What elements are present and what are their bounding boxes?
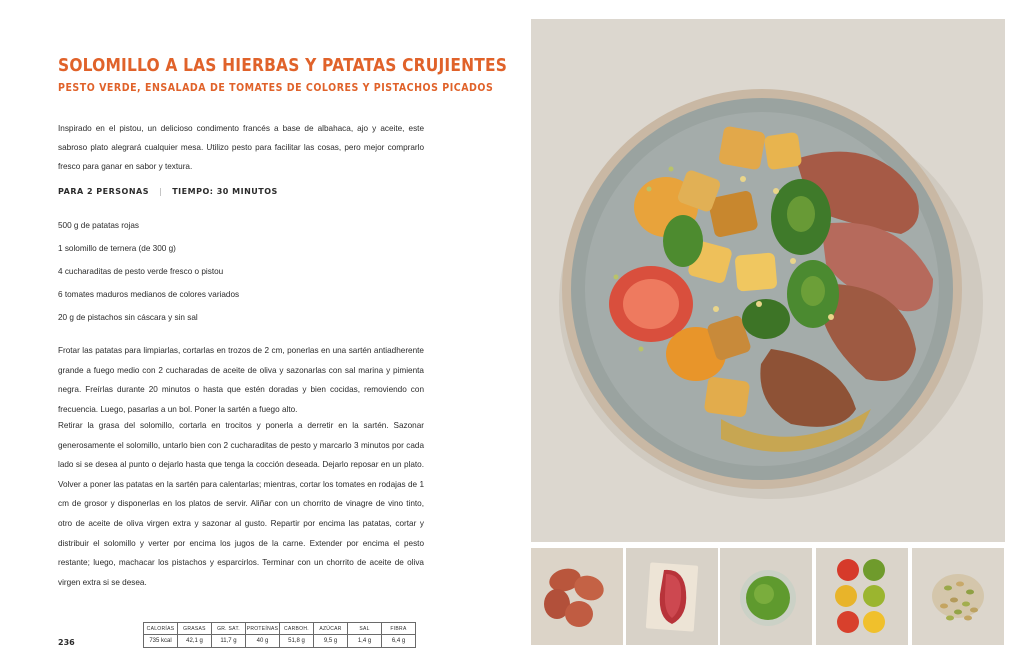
nutrition-value: 11,7 g	[212, 635, 246, 648]
nutrition-value: 9,5 g	[314, 635, 348, 648]
ingredient-list	[58, 216, 239, 331]
servings-label: PARA 2 PERSONAS	[58, 187, 150, 196]
nutrition-header: GRASAS	[178, 623, 212, 635]
nutrition-header-row	[144, 623, 416, 635]
beef-photo	[626, 548, 718, 645]
nutrition-header: PROTEÍNAS	[246, 623, 280, 635]
nutrition-value: 735 kcal	[144, 635, 178, 648]
recipe-subtitle: PESTO VERDE, ENSALADA DE TOMATES DE COLORES Y PISTACHOS PICADOS	[58, 81, 494, 94]
ingredient-item: 6 tomates maduros medianos de colores variados	[58, 290, 240, 299]
nutrition-table	[143, 622, 416, 648]
page-number: 236	[58, 638, 75, 647]
recipe-meta	[58, 187, 278, 196]
nutrition-value: 51,8 g	[280, 635, 314, 648]
nutrition-value: 1,4 g	[348, 635, 382, 648]
time-label: TIEMPO: 30 MINUTOS	[172, 187, 278, 196]
pesto-photo	[720, 548, 812, 645]
method-step-1: Frotar las patatas para limpiarlas, cortarlas en trozos de 2 cm, ponerlas en una sartén antiadherente grande a fuego medio con 2 cucharadas de aceite de oliva y sazonarlas con sal marina y pimienta negra. Freírlas durante 20 minutos o hasta que estén doradas y bien cocidas, removiendo con frecuencia. Luego, pasarlas a un bol. Poner la sartén a fuego alto.	[58, 346, 424, 414]
recipe-title: SOLOMILLO A LAS HIERBAS Y PATATAS CRUJIENTES	[58, 55, 508, 76]
pistachios-photo	[912, 548, 1004, 645]
recipe-intro: Inspirado en el pistou, un delicioso condimento francés a base de albahaca, ajo y aceite, este sabroso plato alegrará cualquier mesa. Utilizo pesto para facilitar las cosas, pero mejor comprarlo fresco para ganar en sabor y textura.	[58, 124, 424, 171]
nutrition-header: SAL	[348, 623, 382, 635]
tomatoes-photo	[816, 548, 908, 645]
dish-photo	[531, 19, 1005, 542]
nutrition-value: 40 g	[246, 635, 280, 648]
nutrition-header: CALORÍAS	[144, 623, 178, 635]
nutrition-header: GR. SAT.	[212, 623, 246, 635]
potatoes-photo	[531, 548, 623, 645]
nutrition-header: FIBRA	[382, 623, 416, 635]
meta-separator: |	[159, 187, 163, 196]
nutrition-value: 42,1 g	[178, 635, 212, 648]
ingredient-item: 4 cucharaditas de pesto verde fresco o pistou	[58, 267, 224, 276]
nutrition-value-row	[144, 635, 416, 648]
nutrition-header: AZÚCAR	[314, 623, 348, 635]
method-step-2: Retirar la grasa del solomillo, cortarla en trocitos y ponerla a derretir en la sartén. Sazonar generosamente el solomillo, untarlo bien con 2 cucharaditas de pesto y marcarlo 3 minutos por cada lado si se desea al punto o dejarlo hasta que tenga la cocción deseada. Dejarlo reposar en un plato. Volver a poner las patatas en la sartén para calentarlas; mientras, cortar los tomates en rodajas de 1 cm de grosor y disponerlas en los platos de servir. Aliñar con un chorrito de vinagre de vino tinto, otro de aceite de oliva virgen extra y sazonar al gusto. Repartir por encima las patatas, cortar y distribuir el solomillo y verter por encima los jugos de la carne. Extender por encima el pesto restante; luego, machacar los pistachos y esparcirlos. Terminar con un chorrito de aceite de oliva virgen extra si se desea.	[58, 421, 424, 587]
ingredient-item: 1 solomillo de ternera (de 300 g)	[58, 244, 176, 253]
ingredient-item: 20 g de pistachos sin cáscara y sin sal	[58, 313, 198, 322]
nutrition-header: CARBOH.	[280, 623, 314, 635]
ingredient-item: 500 g de patatas rojas	[58, 221, 140, 230]
nutrition-value: 6,4 g	[382, 635, 416, 648]
